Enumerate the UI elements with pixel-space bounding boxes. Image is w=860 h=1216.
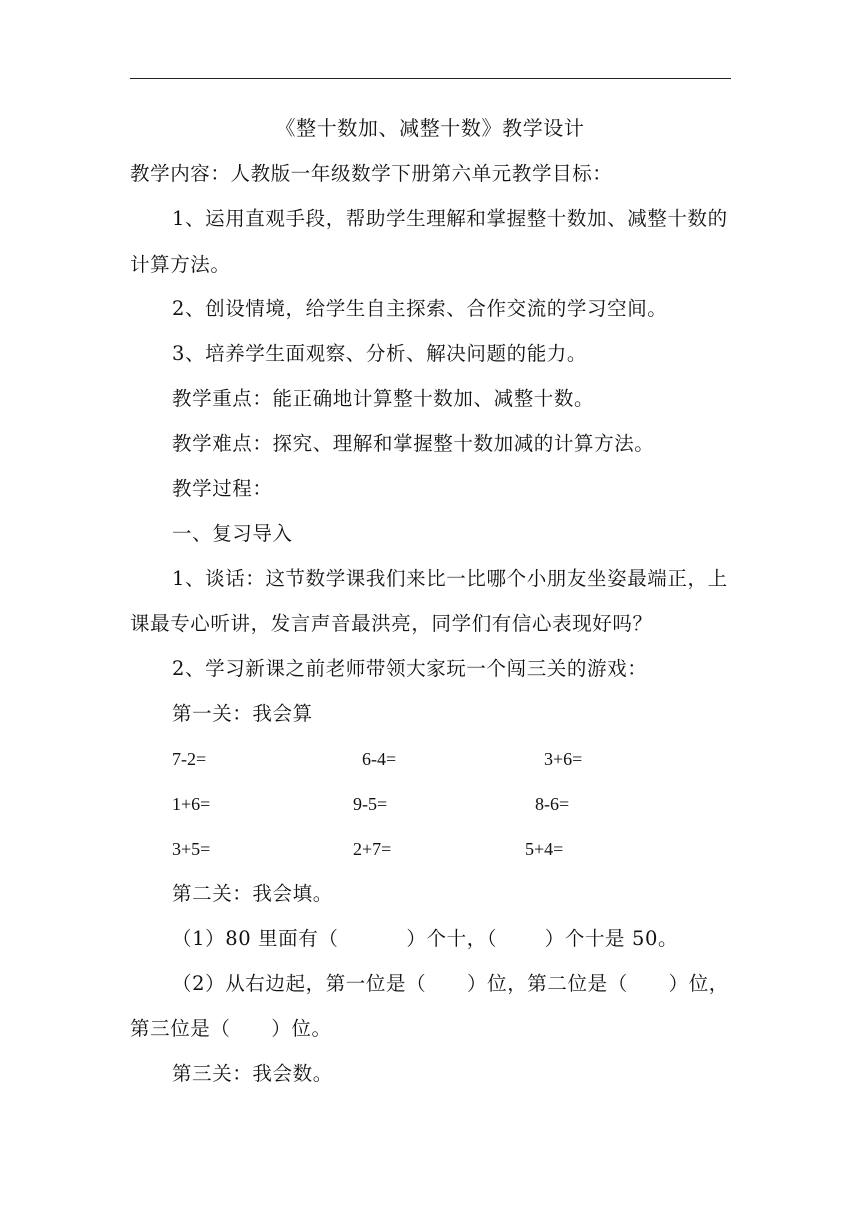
fill-question-2-line-1: （2）从右边起，第一位是（ ）位，第二位是（ ）位， (172, 972, 729, 995)
fill-question-1: （1）80 里面有（ ）个十，（ ）个十是 50。 (172, 927, 679, 950)
exercise-item: 5+4= (525, 839, 564, 859)
difficulty: 教学难点：探究、理解和掌握整十数加减的计算方法。 (172, 432, 655, 455)
level-3-heading: 第三关：我会数。 (172, 1062, 333, 1085)
level-1-heading: 第一关：我会算 (172, 702, 313, 725)
exercise-item: 8-6= (535, 794, 570, 814)
exercise-item: 1+6= (172, 794, 211, 814)
document-title: 《整十数加、减整十数》教学设计 (275, 116, 585, 140)
exercise-item: 3+5= (172, 839, 211, 859)
exercise-item: 9-5= (353, 794, 388, 814)
exercise-item: 7-2= (172, 749, 207, 769)
section-1-heading: 一、复习导入 (172, 522, 293, 545)
fill-question-2-line-2: 第三位是（ ）位。 (130, 1017, 332, 1040)
key-point: 教学重点：能正确地计算整十数加、减整十数。 (172, 387, 595, 410)
header-rule (130, 78, 731, 79)
goal-3: 3、培养学生面观察、分析、解决问题的能力。 (172, 342, 588, 365)
exercise-item: 2+7= (353, 839, 392, 859)
game-intro: 2、学习新课之前老师带领大家玩一个闯三关的游戏： (172, 657, 648, 680)
goal-1-line-1: 1、运用直观手段，帮助学生理解和掌握整十数加、减整十数的 (172, 207, 728, 230)
level-2-heading: 第二关：我会填。 (172, 882, 333, 905)
goal-1-line-2: 计算方法。 (130, 253, 231, 276)
talk-line-2: 课最专心听讲，发言声音最洪亮，同学们有信心表现好吗？ (130, 612, 653, 635)
goal-2: 2、创设情境，给学生自主探索、合作交流的学习空间。 (172, 297, 668, 320)
process-label: 教学过程： (172, 477, 273, 500)
exercise-item: 3+6= (544, 749, 583, 769)
exercise-item: 6-4= (362, 749, 397, 769)
talk-line-1: 1、谈话：这节数学课我们来比一比哪个小朋友坐姿最端正，上 (172, 567, 728, 590)
teaching-content: 教学内容：人教版一年级数学下册第六单元教学目标： (130, 162, 613, 185)
